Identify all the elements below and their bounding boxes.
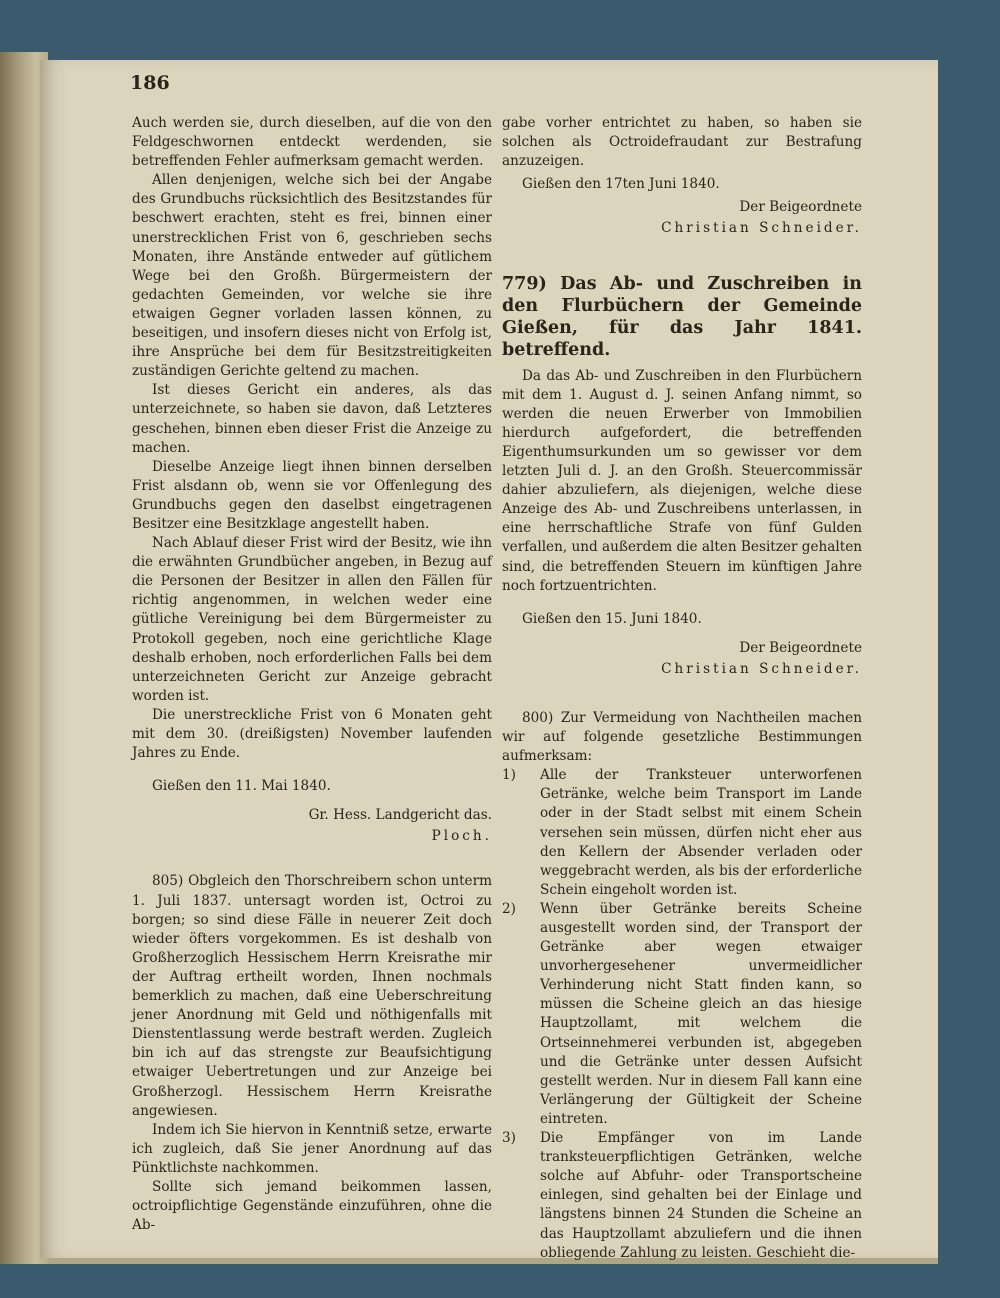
signature-name: Ploch. bbox=[431, 828, 492, 845]
signature-title: Der Beigeordnete bbox=[739, 639, 862, 656]
paragraph: Sollte sich jemand beikommen lassen, octroipflichtige Gegenstände einzuführen, ohne die Ab- bbox=[132, 1178, 492, 1234]
list-item bbox=[502, 900, 862, 1129]
signature-title: Der Beigeordnete bbox=[739, 199, 862, 216]
paragraph: Ist dieses Gericht ein anderes, als das unterzeichnete, so haben sie davon, daß Letzteres geschehen, binnen eben dieser Frist die Anzeige zu machen. bbox=[132, 382, 492, 456]
signature-name: Christian Schneider. bbox=[661, 660, 862, 677]
left-column bbox=[132, 114, 492, 1235]
paragraph: Allen denjenigen, welche sich bei der Angabe des Grundbuchs rücksichtlich des Besitzstandes für beschwert erachten, steht es frei, binnen einer unerstrecklichen Frist von 6, geschrieben sechs Monaten, ihre Anstände entweder auf gütlichem Wege bei den Großh. Bürgermeistern der gedachten Gemeinden, vor welche sie ihre etwaigen Gegner vorladen lassen können, zu beseitigen, und insofern dieses nicht von Erfolg ist, ihre Ansprüche bei dem für Besitzstreitigkeiten zuständigen Gerichte geltend zu machen. bbox=[132, 172, 492, 380]
signature-name: Christian Schneider. bbox=[661, 220, 862, 237]
list-item bbox=[502, 766, 862, 900]
section-805-paragraph: 805) Obgleich den Thorschreibern schon unterm 1. Juli 1837. untersagt worden ist, Octroi zu borgen; so sind diese Fälle in neuerer Zeit doch wieder öfters vorgekommen. Es ist deshalb von Großherzoglich Hessischem Herrn Kreisrathe mir der Auftrag ertheilt worden, Ihnen nochmals bemerklich zu machen, daß eine Ueberschreitung jener Anordnung mit Geld und nöthigenfalls mit Dienstentlassung werde bestraft werden. Zugleich bin ich auf das strengste zur Beaufsichtigung etwaiger Uebertretungen und zur Anzeige bei Großherzogl. Hessischem Herrn Kreisrathe angewiesen. bbox=[132, 873, 492, 1119]
section-779-heading: 779) Das Ab- und Zuschreiben in den Flurbüchern der Gemeinde Gießen, für das Jahr 1841. betreffend. bbox=[502, 273, 862, 360]
list-item bbox=[502, 1129, 862, 1263]
date-line: Gießen den 15. Juni 1840. bbox=[522, 610, 702, 627]
paragraph: Nach Ablauf dieser Frist wird der Besitz, wie ihn die erwähnten Grundbücher angeben, in Bezug auf die Personen der Besitzer in allen den Fällen für richtig angenommen, in welchen weder eine gütliche Vereinigung bei dem Bürgermeister zu Protokoll gegeben, noch eine gerichtliche Klage deshalb erhoben, noch erforderlichen Falls bei dem unterzeichneten Gericht zur Anzeige gebracht worden ist. bbox=[132, 535, 492, 704]
list-item-number: 2) bbox=[502, 900, 516, 917]
paragraph: gabe vorher entrichtet zu haben, so haben sie solchen als Octroidefraudant zur Bestrafung anzuzeigen. bbox=[502, 115, 862, 170]
list-item-text: Alle der Tranksteuer unterworfenen Getränke, welche beim Transport im Lande oder in der Stadt selbst mit einem Schein versehen sein müssen, dürfen nicht eher aus den Kellern der Absender verladen oder weggebracht werden, als bis der erforderliche Schein eingeholt worden ist. bbox=[540, 767, 862, 898]
list-item-text: Die Empfänger von im Lande tranksteuerpflichtigen Getränken, welche solche auf Abfuhr- oder Transportscheine einlegen, sind gehalten bei der Einlage und längstens binnen 24 Stunden die Scheine an das Hauptzollamt abzuliefern und die ihnen obliegende Zahlung zu leisten. Geschieht die- bbox=[540, 1130, 862, 1261]
list-item-number: 1) bbox=[502, 767, 516, 784]
paragraph: Dieselbe Anzeige liegt ihnen binnen derselben Frist alsdann ob, wenn sie vor Offenlegung des Grundbuchs gegen den daselbst eingetragenen Besitzer eine Besitzklage angestellt haben. bbox=[132, 458, 492, 532]
list-item-number: 3) bbox=[502, 1130, 516, 1147]
date-line: Gießen den 17ten Juni 1840. bbox=[522, 176, 720, 193]
section-779-paragraph: Da das Ab- und Zuschreiben in den Flurbüchern mit dem 1. August d. J. seinen Anfang nimmt, so werden die neuen Erwerber von Immobilien hierdurch aufgefordert, die betreffenden Eigenthumsurkunden um so gewisser vor dem letzten Juli d. J. an den Großh. Steuercommissär dahier abzuliefern, als diejenigen, welche diese Anzeige des Ab- und Zuschreibens unterlassen, in eine herrschaftliche Strafe von fünf Gulden verfallen, und außerdem die alten Besitzer gehalten sind, die betreffenden Steuern im künftigen Jahre noch fortzuentrichten. bbox=[502, 367, 862, 594]
page-number: 186 bbox=[130, 72, 170, 94]
rule-list bbox=[502, 766, 862, 1262]
paragraph: Auch werden sie, durch dieselben, auf die von den Feldgeschwornen entdeckt werdenden, sie betreffenden Fehler aufmerksam gemacht werden. bbox=[132, 115, 492, 170]
right-column bbox=[502, 114, 862, 1263]
date-line: Gießen den 11. Mai 1840. bbox=[152, 778, 331, 795]
paragraph: Die unerstreckliche Frist von 6 Monaten geht mit dem 30. (dreißigsten) November laufenden Jahres zu Ende. bbox=[132, 706, 492, 762]
signature-authority: Gr. Hess. Landgericht das. bbox=[308, 807, 492, 824]
section-800-intro: 800) Zur Vermeidung von Nachtheilen machen wir auf folgende gesetzliche Bestimmungen aufmerksam: bbox=[502, 709, 862, 765]
list-item-text: Wenn über Getränke bereits Scheine ausgestellt worden sind, der Transport der Getränke aber wegen etwaiger unvorhergesehener unvermeidlicher Verhinderung nicht Statt finden kann, so müssen die Scheine gleich an das hiesige Hauptzollamt, mit welchem die Ortseinnehmerei verbunden ist, abgegeben und die Getränke unter dessen Aufsicht gestellt werden. Nur in diesem Fall kann eine Verlängerung der Gültigkeit der Scheine eintreten. bbox=[540, 900, 862, 1127]
paragraph: Indem ich Sie hiervon in Kenntniß setze, erwarte ich zugleich, daß Sie jener Anordnung auf das Pünktlichste nachkommen. bbox=[132, 1121, 492, 1176]
